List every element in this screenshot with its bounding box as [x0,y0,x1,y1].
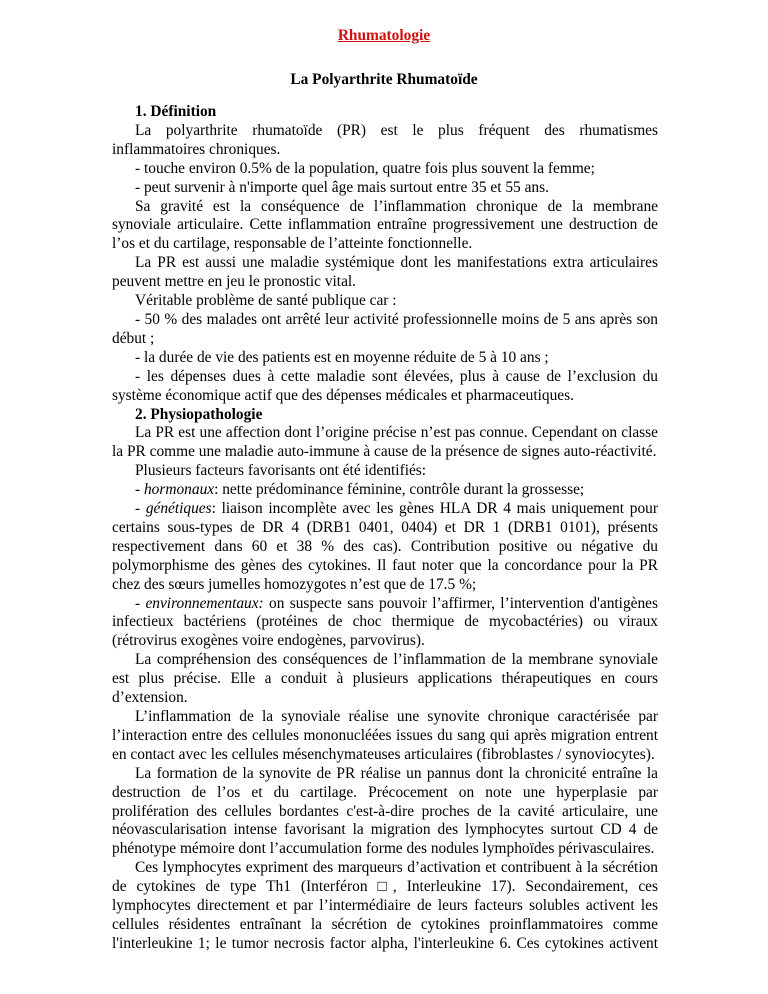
list-item: - hormonaux: nette prédominance féminine, contrôle durant la grossesse; [135,481,585,499]
factor-text: : nette prédominance féminine, contrôle durant la grossesse; [214,481,585,499]
document-title: La Polyarthrite Rhumatoïde [290,71,478,88]
paragraph: Sa gravité est la conséquence de l’inflammation chronique de la membrane synoviale articulaire. Cette inflammation entraîne progressivement une destruction de l’os et du cartilage, responsable de l’atteinte fonctionnelle. [112,197,658,253]
list-item: - génétiques: liaison incomplète avec les gènes HLA DR 4 mais uniquement pour certains sous-types de DR 4 (DRB1 0401, 0404) et DR 1 (DRB1 0101), présents respectivement dans 60 et 38 % des cas). Contribution positive ou négative du polymorphisme des gènes des cytokines. Il faut noter que la concordance pour la PR chez des sœurs jumelles homozygotes n’est que de 17.5 %; [112,500,658,593]
list-item: - les dépenses dues à cette maladie sont élevées, plus à cause de l’exclusion du système économique actif que des dépenses médicales et pharmaceutiques. [112,367,658,404]
factor-term: environnementaux: [145,594,264,612]
document-body [112,103,658,954]
paragraph: La polyarthrite rhumatoïde (PR) est le plus fréquent des rhumatismes inflammatoires chroniques. [112,121,658,158]
factor-term: hormonaux [143,481,215,499]
paragraph: La PR est une affection dont l’origine précise n’est pas connue. Cependant on classe la PR comme une maladie auto-immune à cause de la présence de signes auto-réactivité. [112,424,658,461]
header-specialty: Rhumatologie [337,27,431,44]
factor-text: : liaison incomplète avec les gènes HLA DR 4 mais uniquement pour certains sous-types de DR 4 (DRB1 0401, 0404) et DR 1 (DRB1 0101), présents respectivement dans 60 et 38 % des cas). Contribution positive ou négative du polymorphisme des gènes des cytokines. Il faut noter que la concordance pour la PR chez des sœurs jumelles homozygotes n’est que de 17.5 %; [112,500,658,593]
list-item: - touche environ 0.5% de la population, quatre fois plus souvent la femme; [135,159,595,177]
paragraph: La formation de la synovite de PR réalise un pannus dont la chronicité entraîne la destruction de l’os et du cartilage. Précocement on note une hyperplasie par prolifération des cellules bordantes c'est-à-dire proches de la cavité articulaire, une néovascularisation intense favorisant la migration des lymphocytes surtout CD 4 de phénotype mémoire dont l’accumulation forme des nodules lymphoïdes périvasculaires. [112,764,658,858]
paragraph: Véritable problème de santé publique car : [135,292,397,310]
section-heading-physiopathologie: 2. Physiopathologie [135,405,263,423]
section-heading-definition: 1. Définition [135,103,217,120]
factor-term: génétiques [145,500,212,518]
paragraph: Plusieurs facteurs favorisants ont été identifiés: [135,462,427,480]
factor-text: on suspecte sans pouvoir l’affirmer, l’intervention d'antigènes infectieux bactériens (protéines de choc thermique de mycobactéries) ou viraux (rétrovirus exogènes voire endogènes, parvovirus). [112,594,658,650]
paragraph: La PR est aussi une maladie systémique dont les manifestations extra articulaires peuvent mettre en jeu le pronostic vital. [112,254,658,291]
paragraph: Ces lymphocytes expriment des marqueurs d’activation et contribuent à la sécrétion de cytokines de type Th1 (Interféron □, Interleukine 17). Secondairement, ces lymphocytes directement et par l’intermédiaire de leurs facteurs solubles activent les cellules résidentes entraînant la sécrétion de cytokines proinflammatoires comme l'interleukine 1; le tumor necrosis factor alpha, l'interleukine 6. Ces cytokines activent [112,859,658,952]
list-item: - la durée de vie des patients est en moyenne réduite de 5 à 10 ans ; [135,348,549,366]
list-item: - 50 % des malades ont arrêté leur activité professionnelle moins de 5 ans après son début ; [112,310,658,347]
paragraph: L’inflammation de la synoviale réalise une synovite chronique caractérisée par l’interaction entre des cellules mononucléées issues du sang qui après migration entrent en contact avec les cellules mésenchymateuses articulaires (fibroblastes / synoviocytes). [112,708,658,763]
paragraph: La compréhension des conséquences de l’inflammation de la membrane synoviale est plus précise. Elle a conduit à plusieurs applications thérapeutiques en cours d’extension. [112,651,658,707]
list-item: - peut survenir à n'importe quel âge mais surtout entre 35 et 55 ans. [135,178,549,196]
list-item: - environnementaux: on suspecte sans pouvoir l’affirmer, l’intervention d'antigènes infectieux bactériens (protéines de choc thermique de mycobactéries) ou viraux (rétrovirus exogènes voire endogènes, parvovirus). [112,594,658,650]
